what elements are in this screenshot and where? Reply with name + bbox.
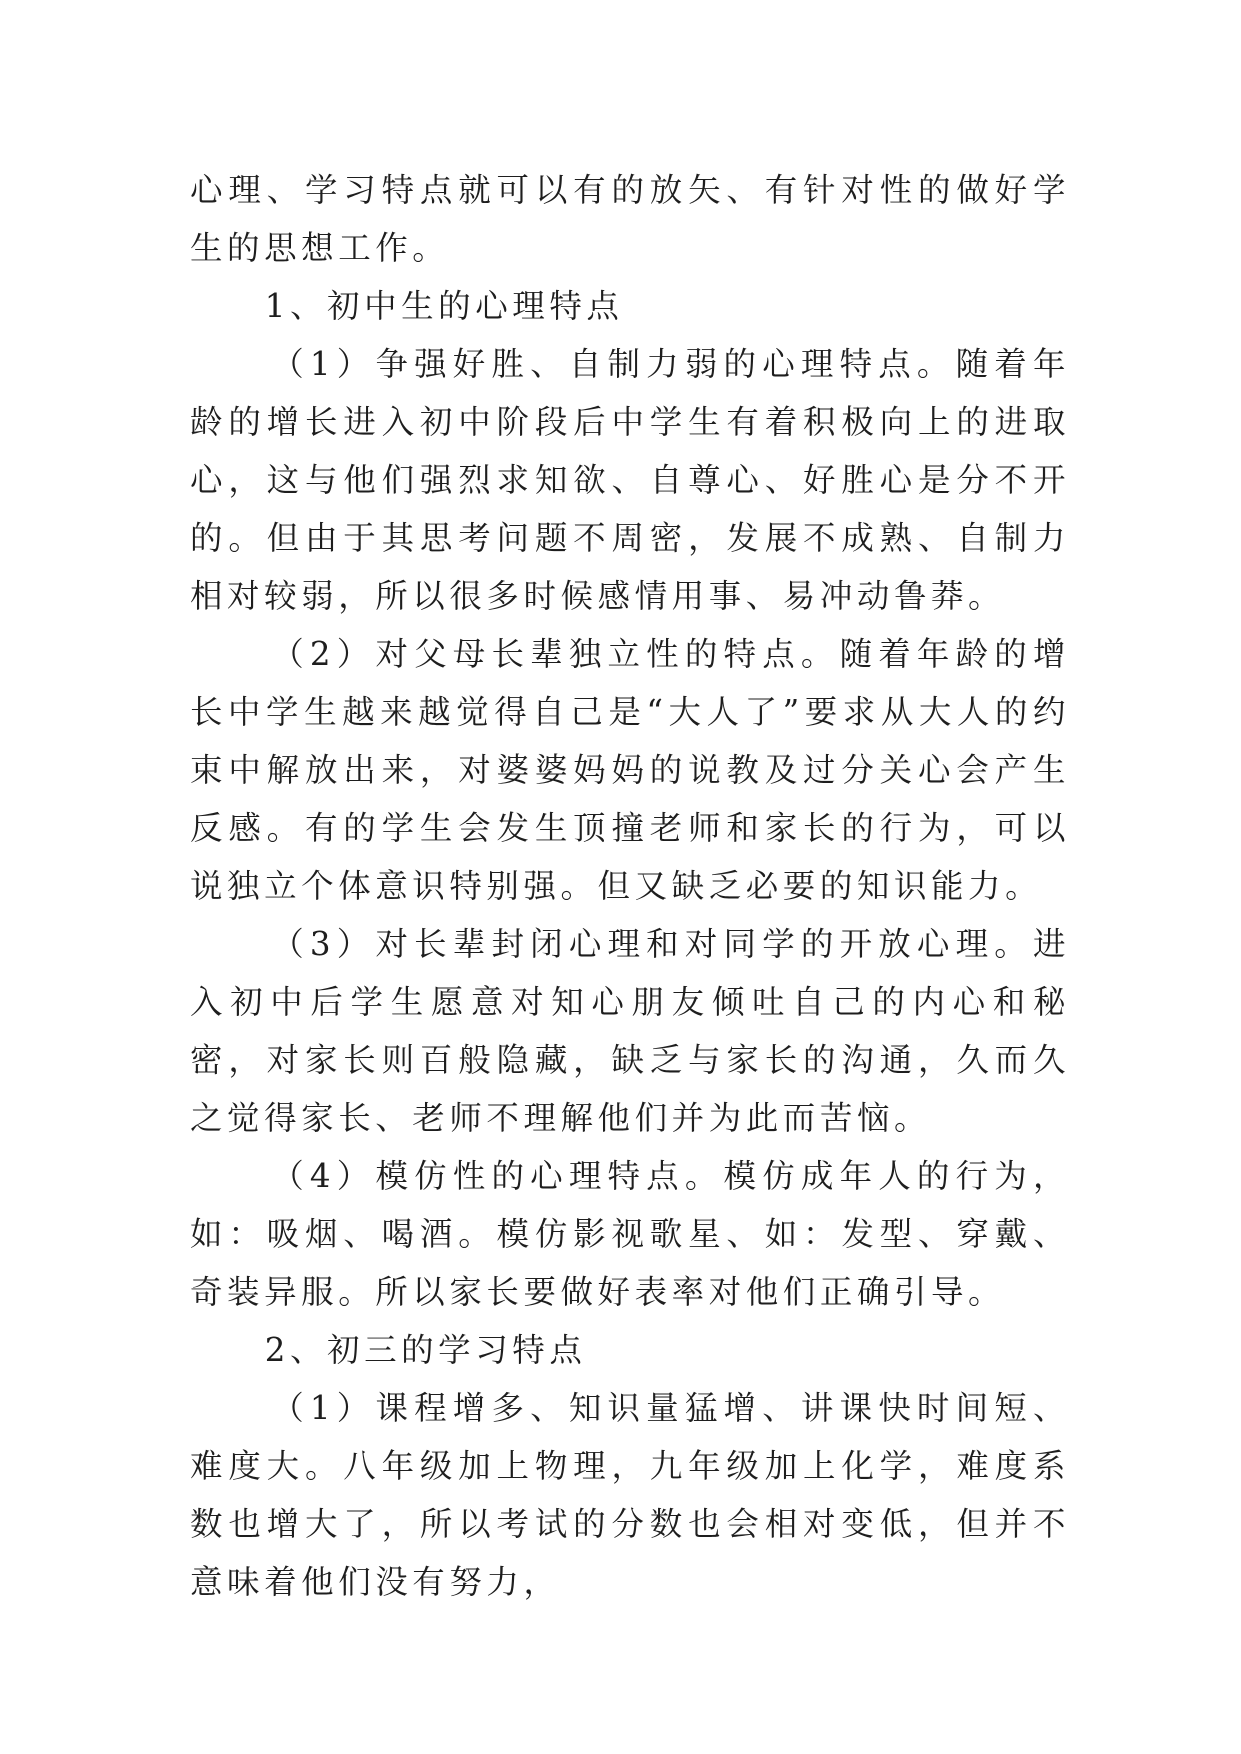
- paragraph-item-1-1: （1）争强好胜、自制力弱的心理特点。随着年龄的增长进入初中阶段后中学生有着积极向上的进取心，这与他们强烈求知欲、自尊心、好胜心是分不开的。但由于其思考问题不周密，发展不成熟、自制力相对较弱，所以很多时候感情用事、易冲动鲁莽。: [190, 345, 1070, 615]
- paragraph-item-2-1: （1）课程增多、知识量猛增、讲课快时间短、难度大。八年级加上物理，九年级加上化学，难度系数也增大了，所以考试的分数也会相对变低，但并不意味着他们没有努力，: [190, 1389, 1070, 1601]
- paragraph-continuation: 心理、学习特点就可以有的放矢、有针对性的做好学生的思想工作。: [190, 171, 1070, 267]
- section-heading-2: 2、初三的学习特点: [264, 1331, 587, 1369]
- section-heading-1: 1、初中生的心理特点: [264, 287, 624, 325]
- paragraph-item-1-3: （3）对长辈封闭心理和对同学的开放心理。进入初中后学生愿意对知心朋友倾吐自己的内心和秘密，对家长则百般隐藏，缺乏与家长的沟通，久而久之觉得家长、老师不理解他们并为此而苦恼。: [190, 925, 1070, 1137]
- document-body: [190, 161, 1070, 1611]
- paragraph-item-1-4: （4）模仿性的心理特点。模仿成年人的行为，如：吸烟、喝酒。模仿影视歌星、如：发型、穿戴、奇装异服。所以家长要做好表率对他们正确引导。: [190, 1157, 1070, 1311]
- paragraph-item-1-2: （2）对父母长辈独立性的特点。随着年龄的增长中学生越来越觉得自己是“大人了”要求从大人的约束中解放出来，对婆婆妈妈的说教及过分关心会产生反感。有的学生会发生顶撞老师和家长的行为，可以说独立个体意识特别强。但又缺乏必要的知识能力。: [190, 635, 1070, 905]
